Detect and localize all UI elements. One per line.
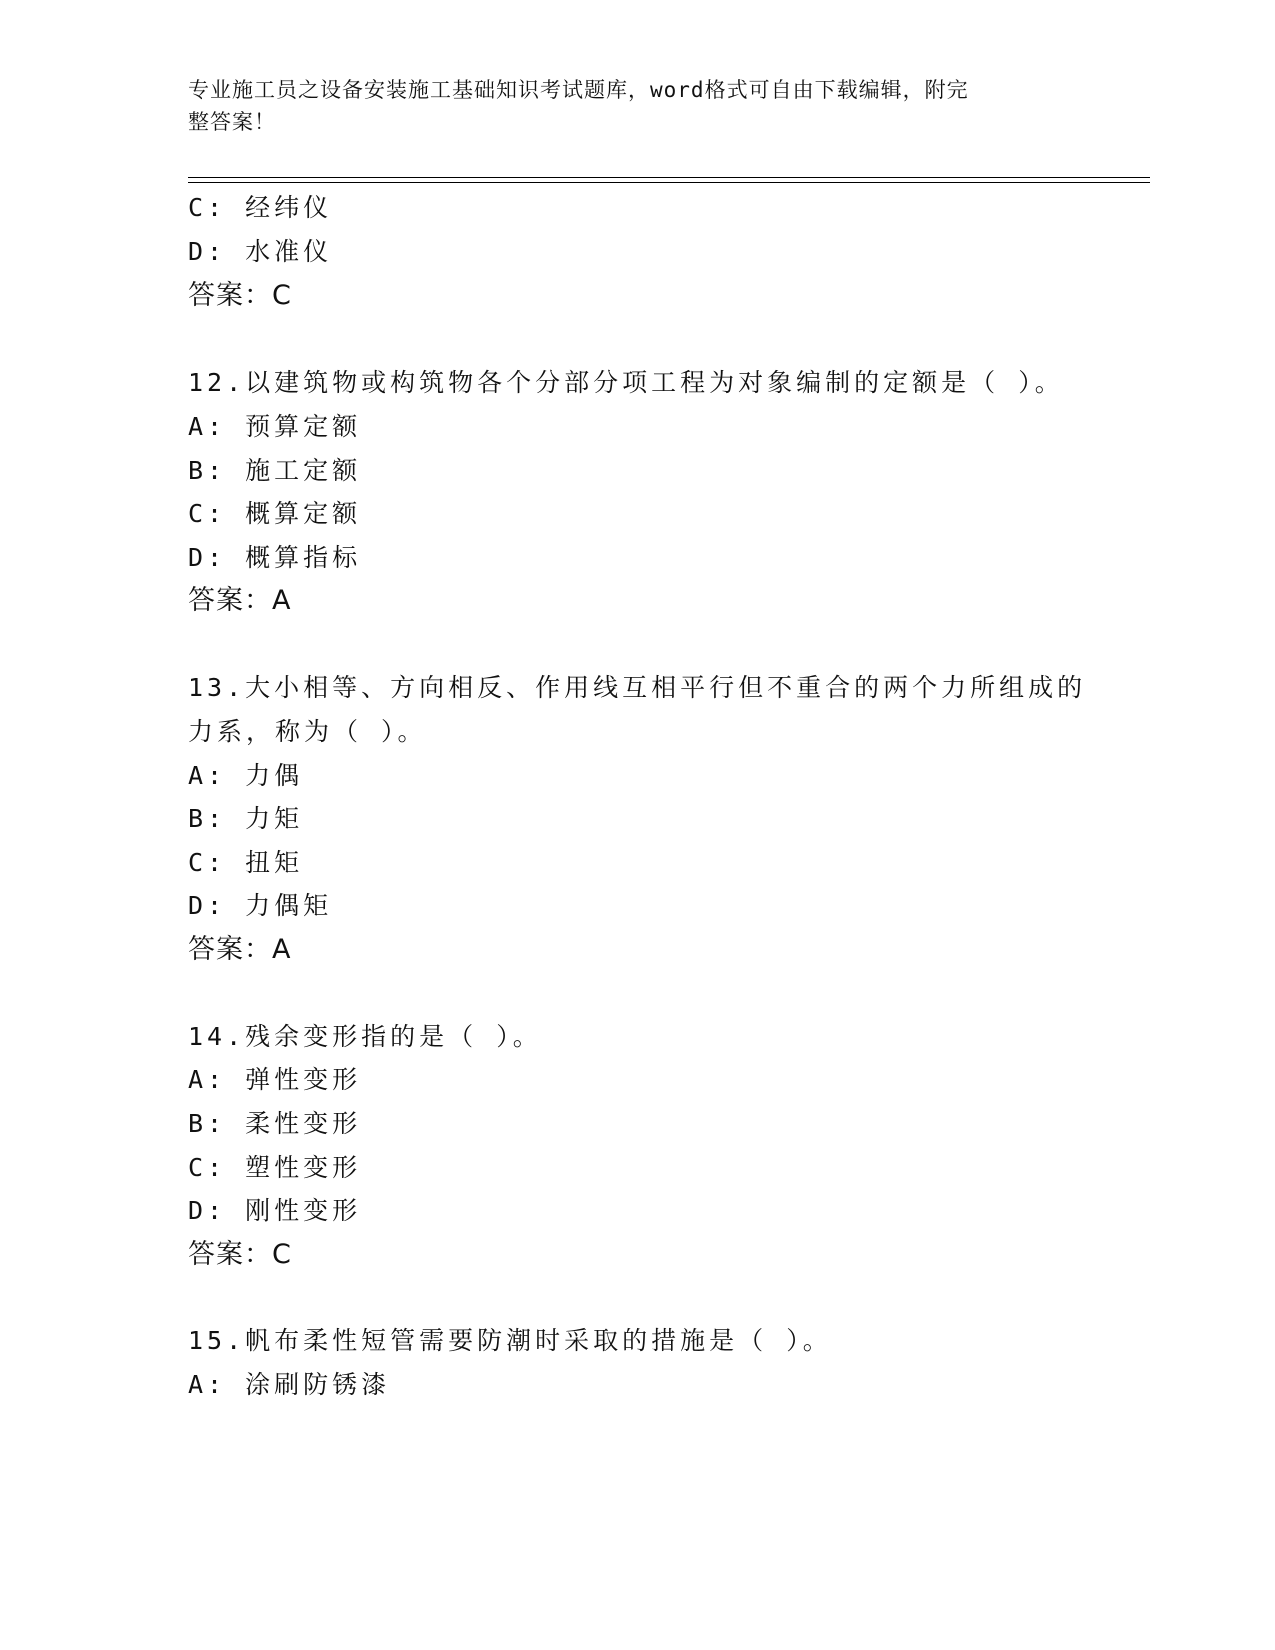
question-12-option-b: B: 施工定额	[188, 456, 362, 485]
question-12-option-c: C: 概算定额	[188, 499, 362, 528]
answer: 答案：C	[188, 280, 292, 311]
header-divider-top	[188, 177, 1150, 178]
question-13-option-a: A: 力偶	[188, 761, 304, 790]
header-line-1: 专业施工员之设备安装施工基础知识考试题库，word格式可自由下载编辑，附完	[188, 78, 969, 102]
question-12-stem: 12.以建筑物或构筑物各个分部分项工程为对象编制的定额是（ ）。	[188, 368, 1064, 397]
question-14-option-b: B: 柔性变形	[188, 1109, 362, 1138]
question-14-option-d: D: 刚性变形	[188, 1196, 362, 1225]
question-13-answer: 答案：A	[188, 934, 292, 965]
question-14-option-a: A: 弹性变形	[188, 1065, 362, 1094]
question-13-option-b: B: 力矩	[188, 804, 304, 833]
option-d: D: 水准仪	[188, 237, 333, 266]
question-13-stem-line-1: 13.大小相等、方向相反、作用线互相平行但不重合的两个力所组成的	[188, 673, 1087, 702]
question-14-answer: 答案：C	[188, 1239, 292, 1270]
header-line-2: 整答案！	[188, 110, 276, 134]
document-header	[188, 74, 1068, 138]
question-12-option-a: A: 预算定额	[188, 412, 362, 441]
question-13-stem-line-2: 力系，称为（ ）。	[188, 717, 427, 746]
question-13-option-c: C: 扭矩	[188, 848, 304, 877]
question-14-option-c: C: 塑性变形	[188, 1153, 362, 1182]
question-13-option-d: D: 力偶矩	[188, 891, 333, 920]
question-15-stem: 15.帆布柔性短管需要防潮时采取的措施是（ ）。	[188, 1326, 832, 1355]
question-12-answer: 答案：A	[188, 585, 292, 616]
question-14-stem: 14.残余变形指的是（ ）。	[188, 1022, 542, 1051]
header-divider-bottom	[188, 182, 1150, 183]
option-c: C: 经纬仪	[188, 193, 333, 222]
question-12-option-d: D: 概算指标	[188, 543, 362, 572]
question-15-option-a: A: 涂刷防锈漆	[188, 1370, 391, 1399]
